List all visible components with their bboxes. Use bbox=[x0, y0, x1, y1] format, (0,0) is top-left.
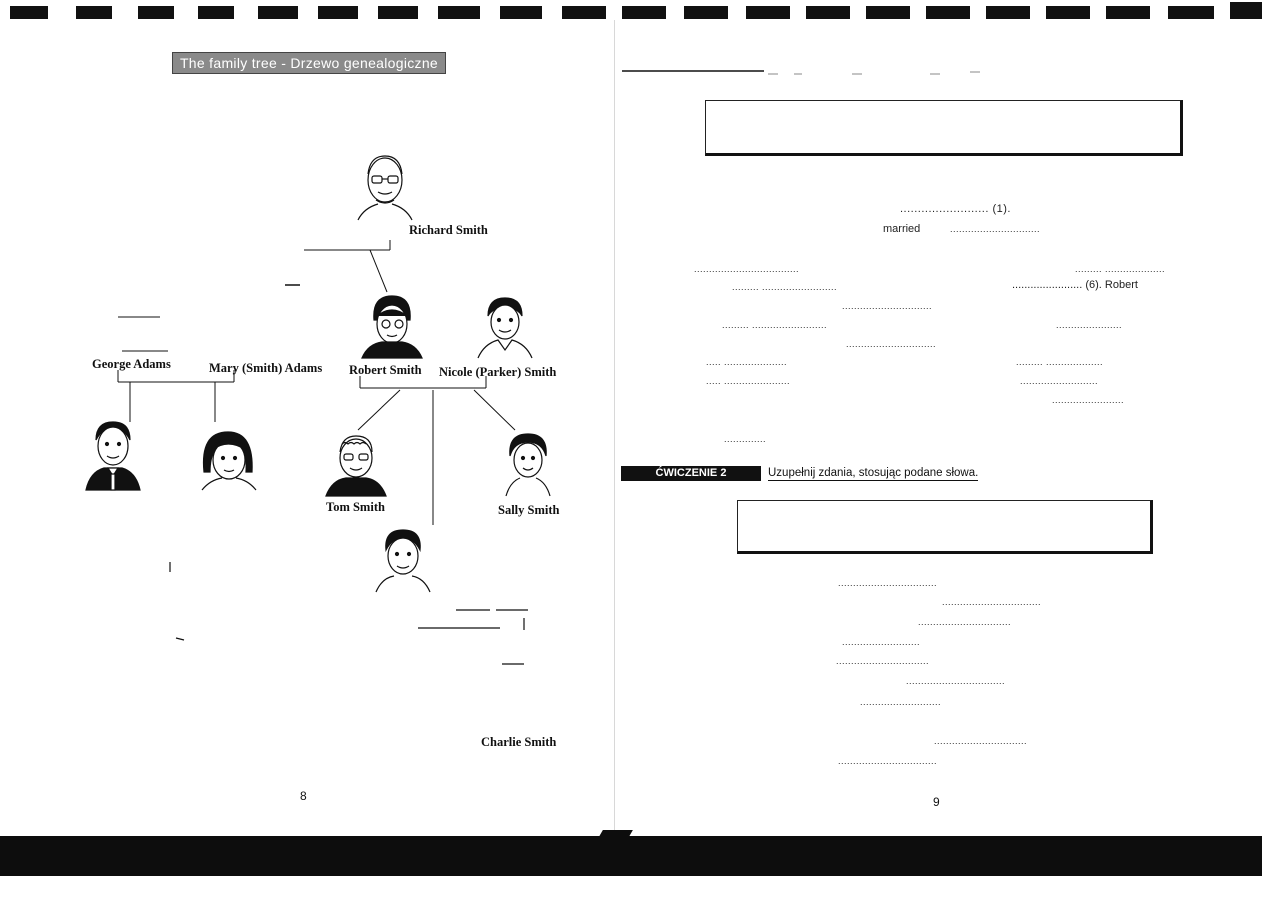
george-adams-portrait bbox=[84, 418, 142, 492]
exercise2-answer-line[interactable]: ............................... bbox=[836, 656, 930, 666]
exercise2-answer-line[interactable]: ................................. bbox=[942, 597, 1042, 607]
family-tree-lines bbox=[80, 230, 540, 530]
top-dashed-border bbox=[0, 0, 1262, 22]
page-title: The family tree - Drzewo genealogiczne bbox=[172, 52, 446, 74]
exercise1-line: ......... ................... bbox=[1016, 357, 1104, 367]
exercise2-answer-line[interactable]: ............................... bbox=[918, 617, 1012, 627]
exercise2-answer-line[interactable]: ............................... bbox=[934, 736, 1028, 746]
name-nicole-smith: Nicole (Parker) Smith bbox=[439, 365, 557, 379]
exercise1-line: ......... .................... bbox=[1075, 264, 1166, 274]
exercise1-line: .............................. bbox=[846, 339, 937, 349]
robert-smith-portrait bbox=[360, 290, 424, 360]
exercise1-line: .......................... bbox=[1020, 376, 1099, 386]
exercise1-line: ......... ......................... bbox=[722, 320, 828, 330]
exercise1-blank-1: ......................... (1). bbox=[900, 203, 1011, 215]
exercise1-married-blank: .............................. bbox=[950, 224, 1041, 234]
name-sally-smith: Sally Smith bbox=[498, 503, 560, 517]
page-number-left: 8 bbox=[300, 789, 307, 803]
exercise-2-instruction: Uzupełnij zdania, stosując podane słowa. bbox=[768, 467, 979, 479]
exercise-2-label: ĆWICZENIE 2 bbox=[621, 466, 761, 481]
mary-adams-portrait bbox=[196, 428, 264, 492]
exercise1-line: ..... ...................... bbox=[706, 376, 791, 386]
bottom-black-band bbox=[0, 836, 1262, 876]
word-box-exercise-1 bbox=[705, 100, 1183, 156]
page-number-right: 9 bbox=[933, 795, 940, 809]
name-robert-smith: Robert Smith bbox=[349, 363, 422, 377]
tom-smith-portrait bbox=[322, 430, 390, 498]
exercise2-answer-line[interactable]: .......................... bbox=[842, 637, 921, 647]
name-richard-smith: Richard Smith bbox=[409, 223, 488, 237]
exercise1-line: ........................ bbox=[1052, 395, 1125, 405]
sally-smith-portrait bbox=[498, 430, 556, 498]
exercise1-line: ......... ......................... bbox=[732, 282, 838, 292]
exercise2-answer-line[interactable]: ........................... bbox=[860, 697, 942, 707]
word-box-exercise-2 bbox=[737, 500, 1153, 554]
name-tom-smith: Tom Smith bbox=[326, 500, 385, 514]
nicole-smith-portrait bbox=[474, 294, 536, 360]
exercise1-married-label: married bbox=[883, 223, 921, 235]
name-george-adams: George Adams bbox=[92, 357, 171, 371]
book-spine bbox=[614, 20, 615, 836]
exercise1-line: ...................... bbox=[1056, 320, 1123, 330]
name-charlie-smith: Charlie Smith bbox=[481, 735, 557, 749]
richard-smith-portrait bbox=[352, 150, 418, 222]
exercise2-answer-line[interactable]: ................................. bbox=[838, 756, 938, 766]
exercise1-line: ................................... bbox=[694, 264, 800, 274]
exercise2-answer-line[interactable]: ................................. bbox=[906, 676, 1006, 686]
exercise1-line: ..... ..................... bbox=[706, 357, 788, 367]
exercise1-line: .............. bbox=[724, 434, 767, 444]
name-mary-adams: Mary (Smith) Adams bbox=[209, 361, 323, 375]
exercise2-answer-line[interactable]: ................................. bbox=[838, 578, 938, 588]
exercise1-blank-6: ....................... (6). Robert bbox=[1012, 279, 1138, 291]
exercise1-line: .............................. bbox=[842, 301, 933, 311]
answer-underlines-left bbox=[160, 560, 540, 670]
section-header-rule bbox=[622, 66, 992, 76]
